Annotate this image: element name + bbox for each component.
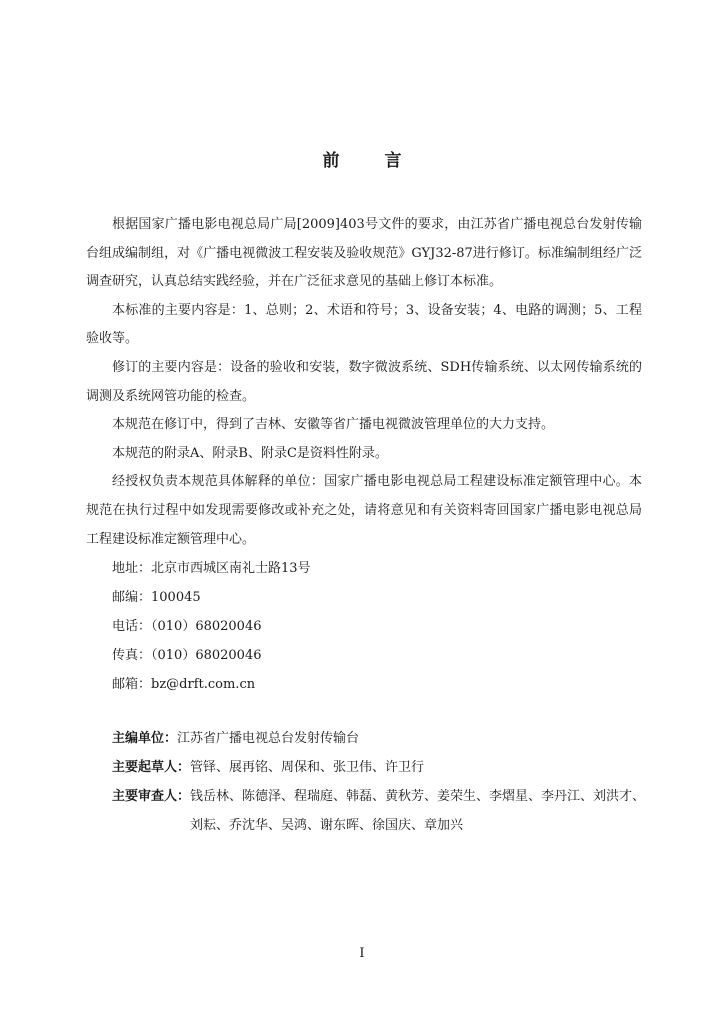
paragraph-revision-background: 根据国家广播电影电视总局广局[2009]403号文件的要求，由江苏省广播电视总台发射传输台组成编制组，对《广播电视微波工程安装及验收规范》GYJ32-87进行修订。标准编制组经广泛调查研究，认真总结实践经验，并在广泛征求意见的基础上修订本标准。 bbox=[86, 217, 642, 290]
drafters-label: 主要起草人： bbox=[112, 760, 191, 775]
page-title: 前 言 bbox=[322, 151, 416, 171]
contact-fax: 传真：（010）68020046 bbox=[112, 648, 262, 663]
drafters-value: 管铎、展再铭、周保和、张卫伟、许卫行 bbox=[190, 760, 425, 775]
credit-editor bbox=[112, 724, 652, 753]
paragraph-main-contents: 本标准的主要内容是：1、总则；2、术语和符号；3、设备安装；4、电路的调测；5、工程验收等。 bbox=[86, 302, 642, 347]
contact-postcode: 邮编：100045 bbox=[112, 590, 201, 605]
preface-body bbox=[86, 211, 642, 554]
reviewers-label: 主要审查人： bbox=[112, 789, 191, 804]
reviewers-value-line2: 刘耘、乔沈华、吴鸿、谢东晖、徐国庆、章加兴 bbox=[190, 818, 464, 833]
credits-section bbox=[112, 724, 652, 840]
credit-reviewers bbox=[112, 782, 652, 811]
paragraph-acknowledgement: 本规范在修订中，得到了吉林、安徽等省广播电视微波管理单位的大力支持。 bbox=[112, 417, 555, 433]
paragraph-revision-contents: 修订的主要内容是：设备的验收和安装，数字微波系统、SDH传输系统、以太网传输系统的调测及系统网管功能的检查。 bbox=[86, 359, 642, 404]
reviewers-value-line1: 钱岳林、陈德泽、程瑞庭、韩磊、黄秋芳、姜荣生、李熠星、李丹江、刘洪才、 bbox=[190, 789, 646, 804]
paragraph-appendices: 本规范的附录A、附录B、附录C是资料性附录。 bbox=[112, 445, 388, 461]
page-number: I bbox=[359, 946, 365, 961]
contact-email: 邮箱：bz@drft.com.cn bbox=[112, 677, 256, 692]
contact-info bbox=[112, 554, 311, 699]
editor-value: 江苏省广播电视总台发射传输台 bbox=[177, 731, 360, 746]
credit-drafters bbox=[112, 753, 652, 782]
contact-phone: 电话：（010）68020046 bbox=[112, 619, 262, 634]
contact-address: 地址：北京市西城区南礼士路13号 bbox=[112, 561, 311, 576]
paragraph-interpretation: 经授权负责本规范具体解释的单位：国家广播电影电视总局工程建设标准定额管理中心。本规范在执行过程中如发现需要修改或补充之处，请将意见和有关资料寄回国家广播电影电视总局工程建设标准定额管理中心。 bbox=[86, 474, 642, 547]
editor-label: 主编单位： bbox=[112, 731, 178, 746]
